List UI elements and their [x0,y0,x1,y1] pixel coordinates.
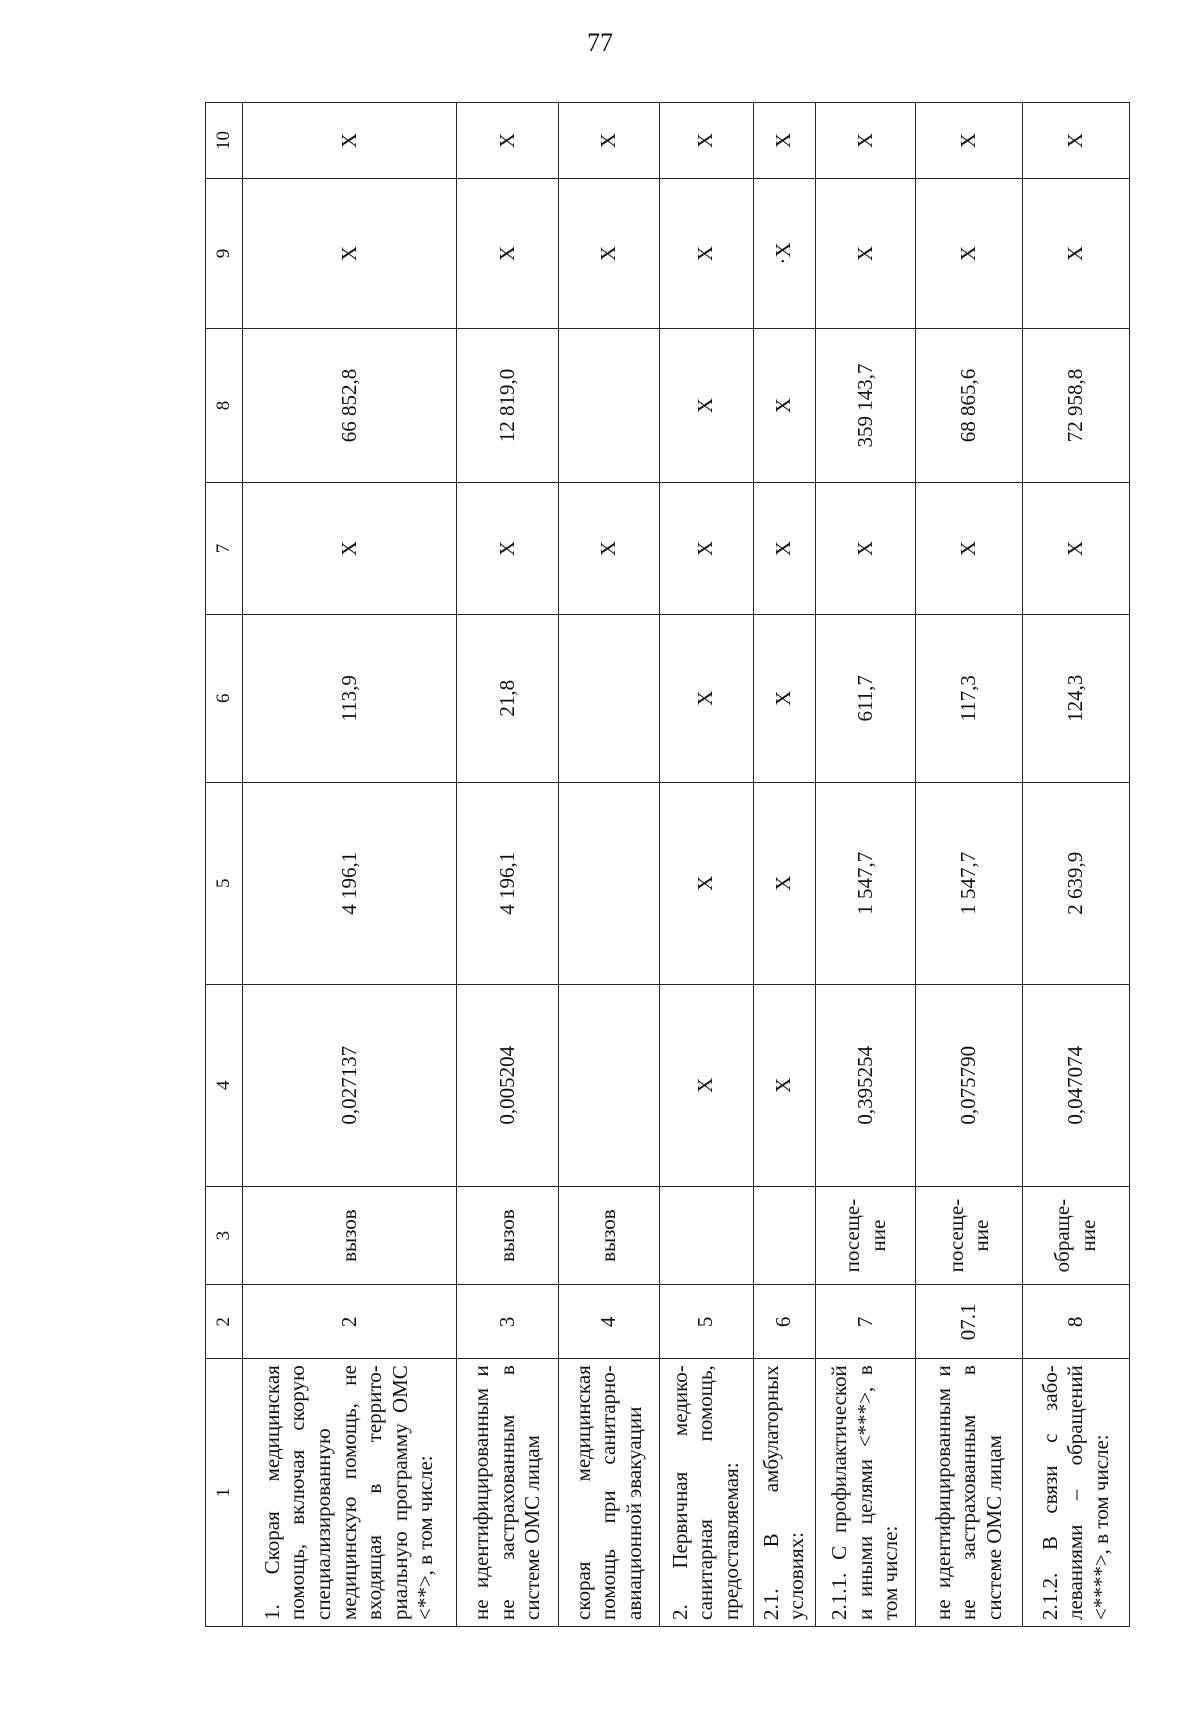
cell-col-5: X [753,782,815,984]
cell-col-4 [559,984,659,1186]
row-code: 5 [659,1285,753,1359]
header-col-8: 8 [206,328,243,482]
header-col-10: 10 [206,103,243,179]
header-row [206,103,243,1627]
cell-col-7: X [1023,483,1130,615]
cell-col-4: 0,027137 [243,984,457,1186]
cell-col-7: X [456,483,559,615]
row-label: не идентифицированным и не застрахованным в системе ОМС лицам [456,1359,559,1627]
header-col-4: 4 [206,984,243,1186]
cell-col-8: 12 819,0 [456,328,559,482]
cell-col-4: 0,395254 [815,984,915,1186]
rotated-table-frame [205,102,1130,1627]
cell-col-6: 124,3 [1023,614,1130,782]
header-col-2: 2 [206,1285,243,1359]
table-row [815,103,915,1627]
cell-col-5: 4 196,1 [243,782,457,984]
cell-col-7: X [559,483,659,615]
row-label: не идентифицированным и не застрахованным в системе ОМС лицам [916,1359,1023,1627]
table-row [559,103,659,1627]
row-code: 3 [456,1285,559,1359]
cell-col-9: X [1023,179,1130,329]
cell-col-10: X [243,103,457,179]
header-col-1: 1 [206,1359,243,1627]
row-code: 6 [753,1285,815,1359]
row-label: 2. Первичная медико-санитарная помощь, предоставляемая: [659,1359,753,1627]
cell-col-4: X [659,984,753,1186]
cell-col-8: 72 958,8 [1023,328,1130,482]
row-unit [659,1186,753,1285]
cell-col-5: 1 547,7 [815,782,915,984]
row-code: 7 [815,1285,915,1359]
cell-col-9: X [559,179,659,329]
cell-col-7: X [916,483,1023,615]
cell-col-8: 68 865,6 [916,328,1023,482]
cell-col-5: 4 196,1 [456,782,559,984]
cell-col-7: X [243,483,457,615]
table-row [243,103,457,1627]
cell-col-9: X [243,179,457,329]
row-unit [753,1186,815,1285]
header-col-3: 3 [206,1186,243,1285]
cell-col-7: X [659,483,753,615]
row-label: 1. Скорая медицинская помощь, включая скорую специализированную медицинскую помощь, не входящая в террито-риальную программу ОМС <**>, в том числе: [243,1359,457,1627]
table-row [659,103,753,1627]
table-row [1023,103,1130,1627]
cell-col-8: 66 852,8 [243,328,457,482]
table-row [753,103,815,1627]
row-label: 2.1.2. В связи с забо-леваниями – обращений <****>, в том числе: [1023,1359,1130,1627]
cell-col-9: X [916,179,1023,329]
cell-col-9: X [815,179,915,329]
cell-col-5 [559,782,659,984]
row-label: 2.1.1. С профилактической и иными целями <***>, в том числе: [815,1359,915,1627]
cell-col-10: X [1023,103,1130,179]
cell-col-4: 0,047074 [1023,984,1130,1186]
cell-col-10: X [916,103,1023,179]
row-code: 2 [243,1285,457,1359]
cell-col-5: 1 547,7 [916,782,1023,984]
row-unit: вызов [456,1186,559,1285]
header-col-6: 6 [206,614,243,782]
header-col-7: 7 [206,483,243,615]
row-unit: посеще-ние [916,1186,1023,1285]
row-label: скорая медицинская помощь при санитарно-авиационной эвакуации [559,1359,659,1627]
cell-col-8: X [659,328,753,482]
cell-col-9: X [456,179,559,329]
cell-col-6: 113,9 [243,614,457,782]
cell-col-7: X [753,483,815,615]
header-col-5: 5 [206,782,243,984]
cell-col-7: X [815,483,915,615]
table-row [456,103,559,1627]
cell-col-6: 611,7 [815,614,915,782]
cell-col-4: X [753,984,815,1186]
cell-col-10: X [456,103,559,179]
cell-col-9: ·X [753,179,815,329]
row-code: 07.1 [916,1285,1023,1359]
data-table [205,102,1130,1627]
row-unit: посеще-ние [815,1186,915,1285]
cell-col-8: 359 143,7 [815,328,915,482]
cell-col-6: 117,3 [916,614,1023,782]
cell-col-8 [559,328,659,482]
row-unit: обраще-ние [1023,1186,1130,1285]
row-unit: вызов [243,1186,457,1285]
cell-col-5: X [659,782,753,984]
cell-col-6: X [753,614,815,782]
cell-col-4: 0,075790 [916,984,1023,1186]
cell-col-10: X [815,103,915,179]
cell-col-10: X [659,103,753,179]
cell-col-6: X [659,614,753,782]
page-number: 77 [587,28,613,57]
header-col-9: 9 [206,179,243,329]
row-code: 8 [1023,1285,1130,1359]
cell-col-10: X [559,103,659,179]
cell-col-6 [559,614,659,782]
cell-col-6: 21,8 [456,614,559,782]
cell-col-5: 2 639,9 [1023,782,1130,984]
row-unit: вызов [559,1186,659,1285]
row-label: 2.1. В амбулаторных условиях: [753,1359,815,1627]
row-code: 4 [559,1285,659,1359]
cell-col-9: X [659,179,753,329]
cell-col-4: 0,005204 [456,984,559,1186]
cell-col-10: X [753,103,815,179]
cell-col-8: X [753,328,815,482]
table-row [916,103,1023,1627]
